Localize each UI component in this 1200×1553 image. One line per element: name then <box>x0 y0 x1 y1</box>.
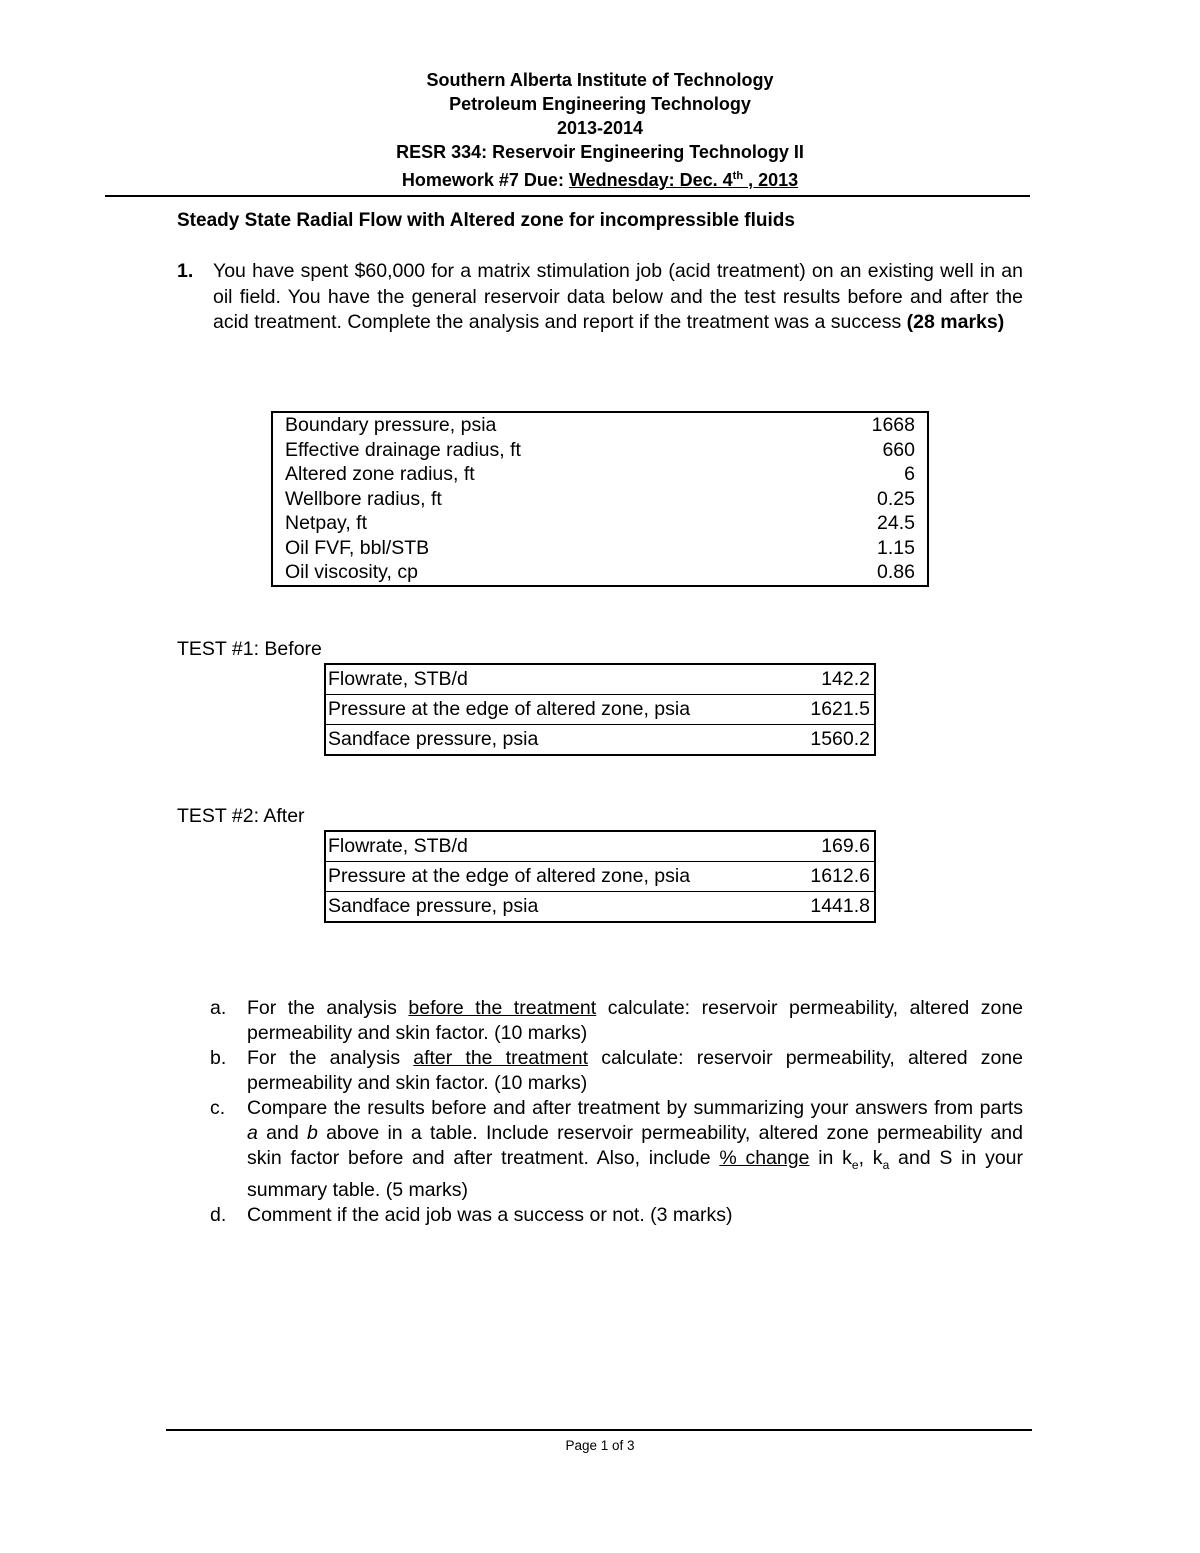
test2-table <box>324 830 876 923</box>
table-row: Sandface pressure, psia 1441.8 <box>328 895 870 918</box>
table-row: Flowrate, STB/d 142.2 <box>325 664 875 695</box>
reservoir-data-table <box>271 411 929 587</box>
part-c: c. Compare the results before and after treatment by summarizing your answers from parts a and b above in a table. Include reservoir permeability, altered zone permeability and skin factor before and after treatment. Also, include % change in $k_e$, $k_a$ and S in your summary table. (5 marks) <box>210 1097 1023 1201</box>
page-number: Page 1 of 3 <box>565 1438 635 1453</box>
academic-year: 2013-2014 <box>556 118 644 138</box>
question-text: You have spent $60,000 for a matrix stimulation job (acid treatment) on an existing well in an oil field. You have the general reservoir data below and the test results before and after the acid treatment. Complete the analysis and report if the treatment was a success (28 marks) <box>213 260 1023 333</box>
table-row: Pressure at the edge of altered zone, psia 1612.6 <box>325 862 875 892</box>
document-header <box>0 68 1200 192</box>
part-a: a. For the analysis before the treatment calculate: reservoir permeability, altered zone permeability and skin factor. (10 marks) <box>210 997 1024 1044</box>
test1-table <box>324 663 876 756</box>
test1-label: TEST #1: Before <box>177 638 322 660</box>
table-row: Boundary pressure, psia 1668 <box>285 414 915 436</box>
table-row: Sandface pressure, psia 1560.2 <box>328 728 870 751</box>
part-letter: d. <box>210 1203 227 1226</box>
test2-label: TEST #2: After <box>177 805 305 827</box>
due-date: Wednesday: Dec. 4th , 2013 <box>568 170 799 190</box>
table-row: Oil FVF, bbl/STB 1.15 <box>285 536 915 559</box>
homework-label: Homework #7 Due: <box>401 170 569 190</box>
table-row: Effective drainage radius, ft 660 <box>285 438 915 461</box>
footer-divider <box>166 1429 1032 1431</box>
table-row: Oil viscosity, cp 0.86 <box>285 561 915 583</box>
course-title: RESR 334: Reservoir Engineering Technology II <box>396 142 804 162</box>
part-letter: c. <box>210 1097 226 1119</box>
part-d: d. Comment if the acid job was a success or not. (3 marks) <box>210 1203 733 1226</box>
table-row: Altered zone radius, ft 6 <box>285 463 915 485</box>
part-letter: a. <box>210 997 227 1019</box>
question-parts <box>210 996 1023 1228</box>
question-number: 1. <box>177 260 194 282</box>
question-marks: (28 marks) <box>906 311 1005 333</box>
part-b: b. For the analysis after the treatment calculate: reservoir permeability, altered zone permeability and skin factor. (10 marks) <box>210 1047 1024 1094</box>
table-row: Flowrate, STB/d 169.6 <box>325 831 875 862</box>
homework-due-line <box>0 164 1200 192</box>
table-row: Wellbore radius, ft 0.25 <box>285 487 915 510</box>
institute-name: Southern Alberta Institute of Technology <box>426 70 774 90</box>
part-letter: b. <box>210 1047 227 1069</box>
table-row: Netpay, ft 24.5 <box>285 512 915 534</box>
header-divider <box>105 195 1030 197</box>
section-title: Steady State Radial Flow with Altered zone for incompressible fluids <box>177 210 795 231</box>
program-name: Petroleum Engineering Technology <box>449 94 751 114</box>
question-1 <box>177 259 1023 336</box>
table-row: Pressure at the edge of altered zone, psia 1621.5 <box>325 695 875 725</box>
